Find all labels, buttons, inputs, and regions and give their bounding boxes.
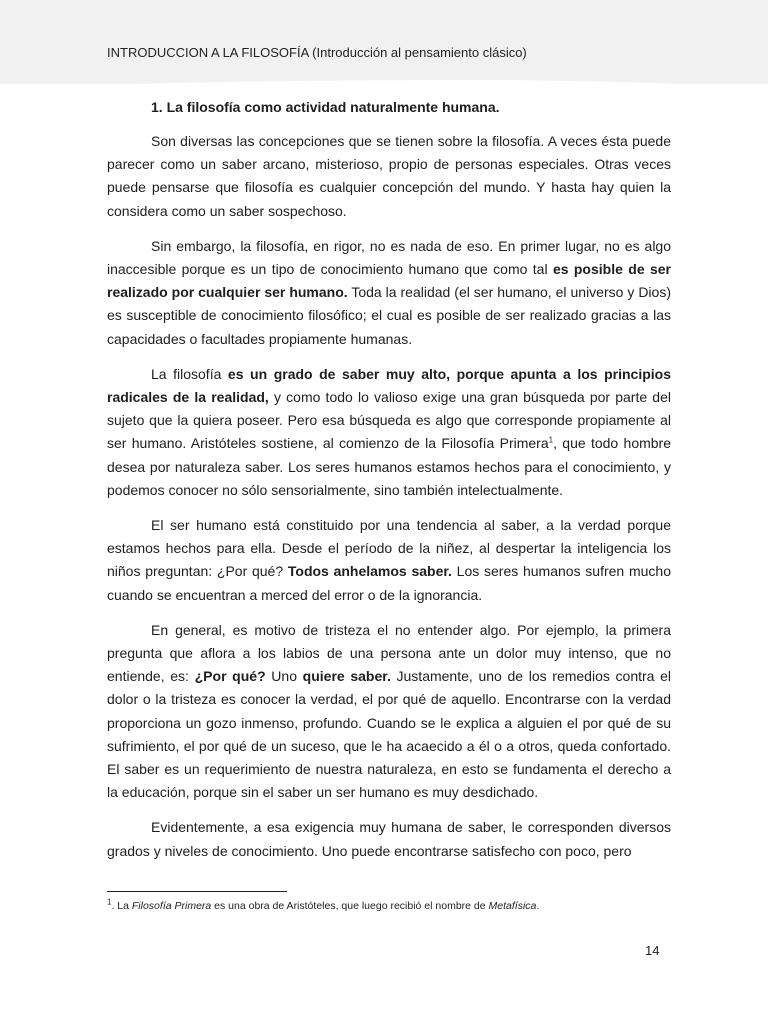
page-body <box>107 96 671 875</box>
footnote-text-end: . <box>536 900 540 912</box>
paragraph-2 <box>107 235 671 351</box>
paragraph-3-text-mid: y como todo lo valioso exige una gran búsqueda por parte del sujeto que la quiera poseer. Pero esa búsqueda es algo que corresponde propiamente al ser humano. Aristóteles sostiene, al comienzo de la Filosofía Primera <box>107 389 671 452</box>
footnote <box>107 897 671 912</box>
paragraph-4-text-end: Los seres humanos sufren mucho cuando se encuentran a merced del error o de la ignorancia. <box>107 563 671 603</box>
paragraph-6: Evidentemente, a esa exigencia muy humana de saber, le corresponden diversos grados y niveles de conocimiento. Uno puede encontrarse satisfecho con poco, pero <box>107 819 671 859</box>
paragraph-3-text-end: , que todo hombre desea por naturaleza saber. Los seres humanos estamos hechos para el conocimiento, y podemos conocer no sólo sensorialmente, sino también intelectualmente. <box>107 435 671 498</box>
header-band <box>0 0 768 84</box>
paragraph-3-emphasis: es un grado de saber muy alto, porque apunta a los principios radicales de la realidad, <box>107 365 671 406</box>
paragraph-4 <box>107 514 671 607</box>
footnote-marker: 1 <box>107 897 112 907</box>
paragraph-4-text: El ser humano está constituido por una tendencia al saber, a la verdad porque estamos hechos para ella. Desde el período de la niñez, al despertar la inteligencia los niños preguntan: ¿Por qué? <box>107 517 671 580</box>
paragraph-5-text-mid: Uno <box>265 668 303 685</box>
footnote-metafisica-italic: Metafísica <box>488 900 537 912</box>
paragraph-3-text: La filosofía <box>151 365 228 382</box>
paragraph-3 <box>107 363 671 502</box>
footnote-reference[interactable]: 1 <box>548 435 554 445</box>
paragraph-1: Son diversas las concepciones que se tienen sobre la filosofía. A veces ésta puede parecer como un saber arcano, misterioso, propio de personas especiales. Otras veces puede pensarse que filosofía es cualquier concepción del mundo. Y hasta hay quien la considera como un saber sospechoso. <box>107 133 671 219</box>
page-number: 14 <box>645 943 660 958</box>
paragraph-5-text-end: Justamente, uno de los remedios contra el dolor o la tristeza es conocer la verdad, el por qué de aquello. Encontrarse con la verdad proporciona un gozo inmenso, profundo. Cuando se le explica a alguien el por qué de su sufrimiento, el por qué de un suceso, que le ha acaecido a él o a otros, queda confortado. El saber es un requerimiento de nuestra naturaleza, en esto se fundamenta el derecho a la educación, porque sin el saber un ser humano es muy desdichado. <box>107 668 672 801</box>
footnote-title-italic: Filosofía Primera <box>131 900 212 912</box>
section-heading: 1. La filosofía como actividad naturalmente humana. <box>151 99 500 115</box>
paragraph-5-text: En general, es motivo de tristeza el no entender algo. Por ejemplo, la primera pregunta que aflora a los labios de una persona ante un dolor muy intenso, que no entiende, es: <box>107 621 671 685</box>
paragraph-5-emphasis-want: quiere saber. <box>302 668 391 685</box>
running-header: INTRODUCCION A LA FILOSOFÍA (Introducción al pensamiento clásico) <box>107 45 527 60</box>
footnote-text-mid: es una obra de Aristóteles, que luego recibió el nombre de <box>211 900 489 912</box>
paragraph-5 <box>107 619 671 805</box>
paragraph-2-emphasis: es posible de ser realizado por cualquier ser humano. <box>107 261 671 301</box>
paragraph-2-text-end: Toda la realidad (el ser humano, el universo y Dios) es susceptible de conocimiento filosófico; el cual es posible de ser realizado gracias a las capacidades o facultades propiamente humanas. <box>107 284 671 347</box>
footnote-divider <box>107 891 287 892</box>
footnote-text: . La <box>111 900 132 912</box>
paragraph-5-emphasis-question: ¿Por qué? <box>194 668 266 685</box>
paragraph-2-text: Sin embargo, la filosofía, en rigor, no es nada de eso. En primer lugar, no es algo inaccesible porque es un tipo de conocimiento humano que como tal <box>107 237 671 278</box>
paragraph-4-emphasis: Todos anhelamos saber. <box>287 563 452 580</box>
